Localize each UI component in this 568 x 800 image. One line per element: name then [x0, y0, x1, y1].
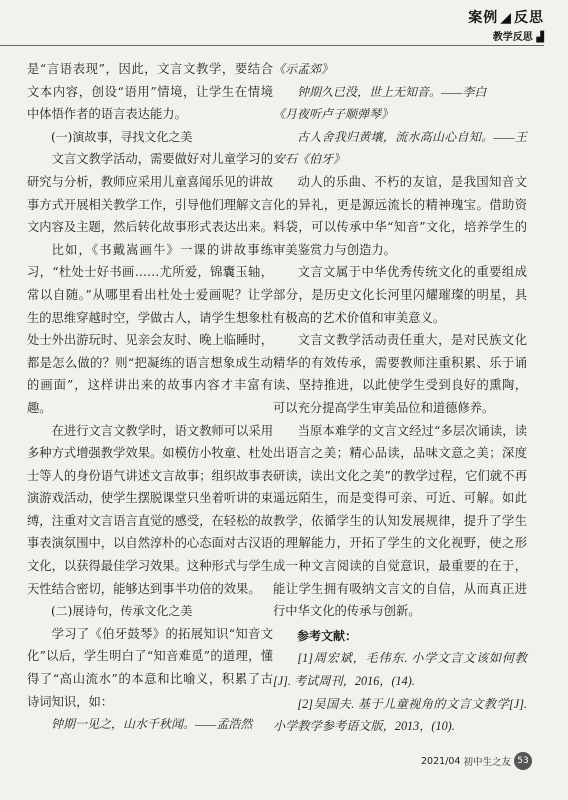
magazine-name: 初中生之友 [463, 757, 511, 768]
poem-line: 钟期久已没，世上无知音。——李白 [297, 84, 487, 99]
poem-source: 《示孟郊》 [273, 62, 334, 76]
poem-source: 《月夜听卢子顺弹琴》 [273, 107, 394, 122]
bar-chart-icon: ▟ [536, 32, 544, 43]
section-header [468, 7, 544, 27]
reference-item: [1]周宏斌，毛伟东. 小学文言文该如何教[J]. 考试周刊，2016，(14). [273, 651, 527, 689]
header-subtitle [493, 28, 544, 43]
paragraph: 是“言语表现”，因此，文言文教学，要结合文本内容，创设“语用”情境，让学生在情境中体悟作者的语言表达能力。 [27, 62, 273, 122]
paragraph: 文言文教学活动，需要做好对儿童学习的研究与分析，教师应采用儿童喜闻乐见的讲故事方式开展相关教学工作，引导他们理解文言文内容及主题，然后转化故事形式表达出来。 [27, 152, 273, 235]
paragraph: 文言文属于中华优秀传统文化的重要组成部分，是历史文化长河里闪耀璀璨的明星，具有极高的艺术价值和审美意义。 [273, 265, 527, 325]
section-heading: (一)演故事，寻找文化之美 [51, 129, 193, 144]
header-title-a: 案例 [468, 10, 499, 26]
references-heading: 参考文献： [297, 628, 358, 643]
poem-line: 古人舍我归黄壤，流水高山心自知。——王安石《伯牙》 [273, 129, 527, 167]
page-footer [421, 752, 532, 770]
left-column [27, 58, 273, 736]
paragraph: 学习了《伯牙鼓琴》的拓展知识“知音文化”以后，学生明白了“知音难觅”的道理，懂得了“高山流水”的本意和比喻义，积累了古诗词知识，如： [27, 626, 273, 709]
paragraph: 比如，《书戴嵩画牛》一课的讲故事练习，“杜处士好书画……尤所爱，锦囊玉轴，常以自随。”从哪里看出杜处士爱画呢？让学生的思维穿越时空，学做古人，请学生想象杜处士外出游玩时、见亲会友时、晚上临睡时，都是怎么做的？则“把凝练的语言想象成生动的画面”，这样讲出来的故事内容才丰富有趣。 [27, 242, 273, 415]
section-heading: (二)展诗句，传承文化之美 [51, 604, 193, 619]
paragraph: 在进行文言文教学时，语文教师可以采用多种方式增强教学效果。如模仿小牧童、杜处士等人的身份语气讲述文言故事；组织故事表演游戏活动，使学生摆脱课堂只坐着听讲的束缚，注重对文言语言直觉的感受，在轻松的故事表演氛围中，以自然淳朴的心态面对古汉语文化，以获得最佳学习效果。这种形式与学生天性结合密切，能够达到事半功倍的效果。 [27, 423, 273, 596]
poem-line: 钟期一见之，山水千秋闻。——孟浩然 [51, 717, 253, 732]
right-column [273, 58, 527, 738]
header-slash-icon: ◢ [500, 10, 512, 26]
paragraph: 当原本难学的文言文经过“多层次诵读，读出语言之美；精心品读，品味文意之美；深度研读，读出文化之美”的教学过程，它们就不再遥远陌生，而是变得可亲、可近、可解。如此教学，依循学生的认知发展规律，提升了学生的理解能力，开拓了学生的文化视野，使之形成一种文言阅读的自觉意识，最重要的在于，能让学生拥有吸纳文言文的自信，从而真正进行中华文化的传承与创新。 [273, 423, 527, 619]
header-subtitle-text: 教学反思 [492, 32, 533, 43]
header-divider [0, 45, 544, 46]
paragraph: 动人的乐曲、不朽的友谊，是我国知音文化的异礼，更是源远流长的精神瑰宝。借助资料袋，可以传承中华“知音”文化，培养学生的审美鉴赏力与创造力。 [273, 174, 527, 257]
page-number-badge: 53 [514, 752, 532, 770]
paragraph: 文言文教学活动责任重大，是对民族文化精华的有效传承，需要教师注重积累、乐于诵读、坚持推进，以此使学生受到良好的熏陶，可以充分提高学生审美品位和道德修养。 [273, 333, 527, 415]
reference-item: [2]吴国夫. 基于儿童视角的文言文教学[J]. 小学教学参考语文版，2013，(10). [273, 696, 527, 734]
header-title-b: 反思 [514, 10, 544, 26]
issue-number: 2021/04 [421, 755, 461, 767]
